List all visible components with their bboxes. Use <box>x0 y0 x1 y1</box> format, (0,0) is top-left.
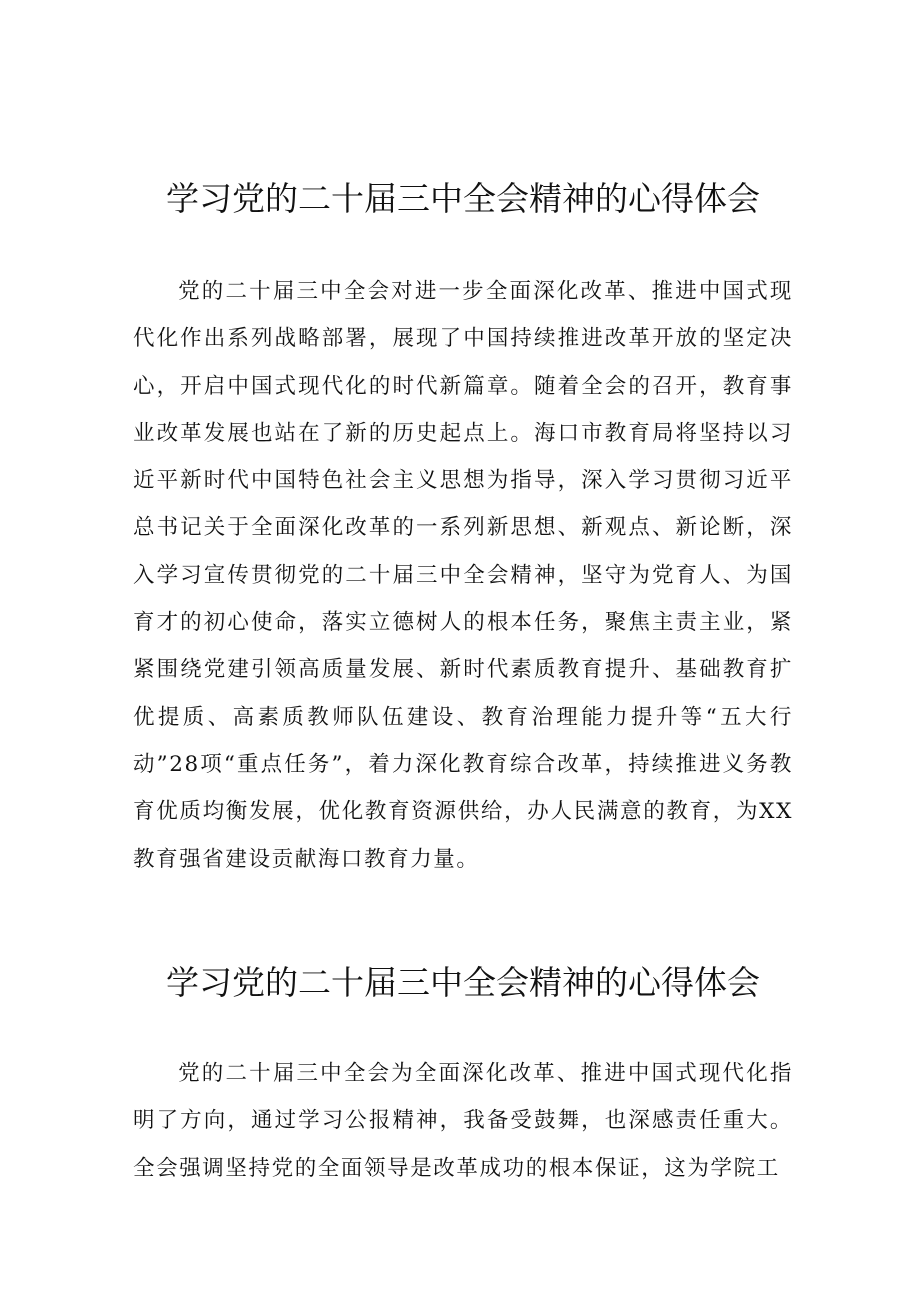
article-paragraph: 党的二十届三中全会对进一步全面深化改革、推进中国式现代化作出系列战略部署，展现了中国持续推进改革开放的坚定决心，开启中国式现代化的时代新篇章。随着全会的召开，教育事业改革发展也站在了新的历史起点上。海口市教育局将坚持以习近平新时代中国特色社会主义思想为指导，深入学习贯彻习近平总书记关于全面深化改革的一系列新思想、新观点、新论断，深入学习宣传贯彻党的二十届三中全会精神，坚守为党育人、为国育才的初心使命，落实立德树人的根本任务，聚焦主责主业，紧紧围绕党建引领高质量发展、新时代素质教育提升、基础教育扩优提质、高素质教师队伍建设、教育治理能力提升等“五大行动”28项“重点任务”，着力深化教育综合改革，持续推进义务教育优质均衡发展，优化教育资源供给，办人民满意的教育，为XX教育强省建设贡献海口教育力量。 <box>133 279 793 872</box>
article-section-2 <box>133 960 793 1192</box>
article-section-1 <box>133 176 793 883</box>
article-title: 学习党的二十届三中全会精神的心得体会 <box>166 179 760 218</box>
article-title: 学习党的二十届三中全会精神的心得体会 <box>166 963 760 1002</box>
article-paragraph: 党的二十届三中全会为全面深化改革、推进中国式现代化指明了方向，通过学习公报精神，我备受鼓舞，也深感责任重大。全会强调坚持党的全面领导是改革成功的根本保证，这为学院工 <box>133 1061 793 1181</box>
